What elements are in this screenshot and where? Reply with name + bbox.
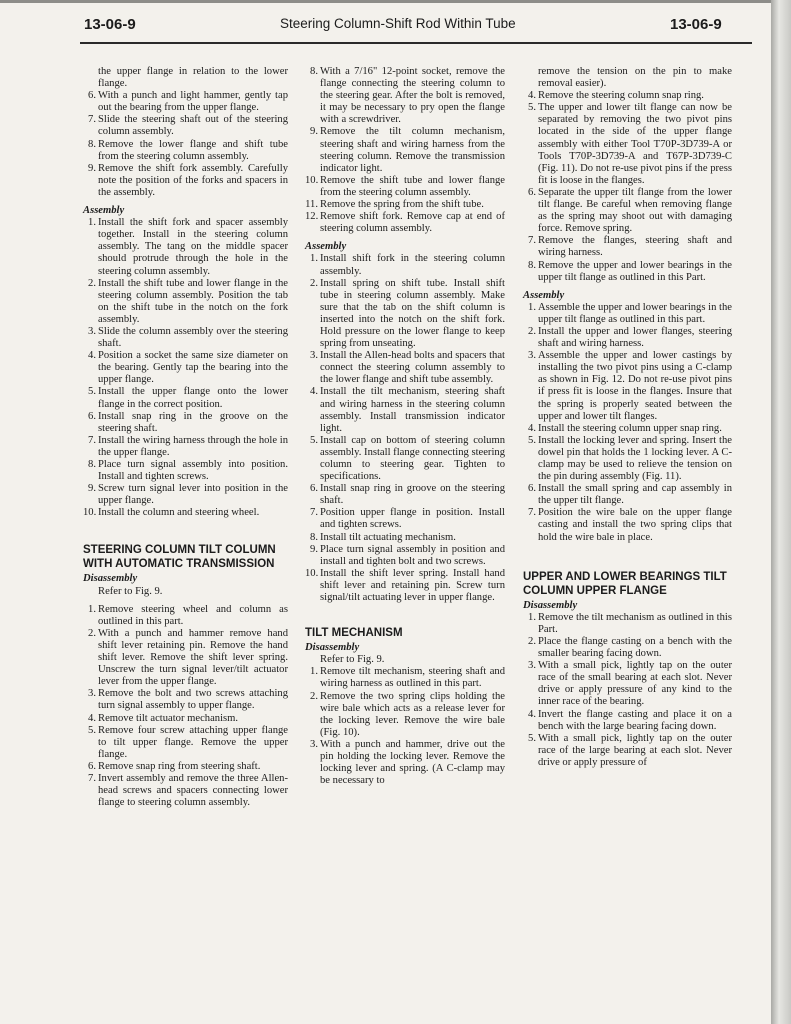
procedure-step: [523, 423, 732, 435]
procedure-step: [305, 66, 505, 126]
step-number: 3.: [310, 738, 318, 750]
procedure-step: [305, 199, 505, 211]
page-number-right: 13-06-9: [670, 16, 722, 33]
steps-list: [83, 90, 288, 199]
procedure-step: [523, 660, 732, 708]
step-text: With a punch and light hammer, gently tap out the bearing from the upper flange.: [98, 90, 288, 114]
step-number: 6.: [88, 760, 96, 772]
step-number: 5.: [88, 386, 96, 398]
step-text: Install the shift lever spring. Install hand shift lever and retaining pin. Screw turn signal/tilt actuating lever in upper flange.: [320, 567, 505, 604]
procedure-step: [523, 612, 732, 636]
procedure-step: [83, 326, 288, 350]
step-text: With a punch and hammer, drive out the pin holding the locking lever. Remove the locking lever and spring. (A C-clamp may be necessary to: [320, 738, 505, 787]
step-number: 2.: [528, 325, 536, 337]
step-text: Place the flange casting on a bench with the smaller bearing facing down.: [538, 635, 732, 660]
procedure-step: [83, 411, 288, 435]
step-number: 1.: [88, 603, 96, 615]
step-text: Remove shift fork. Remove cap at end of steering column assembly.: [320, 211, 505, 235]
procedure-step: [83, 139, 288, 163]
step-text: Install snap ring in the groove on the steering shaft.: [98, 410, 288, 434]
procedure-step: [83, 628, 288, 688]
procedure-step: [523, 507, 732, 543]
step-text: Separate the upper tilt flange from the lower tilt flange. Be careful when removing flange as the spring may shoot out with damaging force. Remove spring.: [538, 186, 732, 235]
page-number-left: 13-06-9: [84, 16, 136, 33]
step-number: 1.: [528, 611, 536, 623]
step-number: 4.: [528, 90, 536, 102]
step-number: 4.: [88, 712, 96, 724]
procedure-step: [83, 217, 288, 277]
procedure-step: [305, 253, 505, 277]
step-text: Install shift fork in the steering column assembly.: [320, 253, 505, 277]
step-text: Install the tilt mechanism, steering shaft and wiring harness in the steering column assembly. Install transmission indicator light.: [320, 386, 505, 434]
step-number: 10.: [305, 174, 319, 186]
step-text: Remove the shift fork assembly. Carefully note the position of the forks and spacers in the assembly.: [98, 162, 288, 198]
step-text: Install the column and steering wheel.: [98, 507, 260, 519]
subheading-disassembly: Disassembly: [523, 599, 578, 611]
step-text: Position a socket the same size diameter on the bearing. Gently tap the bearing into the upper flange.: [98, 350, 288, 386]
procedure-step: [523, 326, 732, 350]
procedure-step: [305, 435, 505, 483]
procedure-step: [523, 235, 732, 259]
text-column-3: [523, 66, 732, 769]
step-number: 1.: [310, 253, 318, 265]
procedure-step: [523, 187, 732, 235]
step-text: Remove the lower flange and shift tube from the steering column assembly.: [98, 138, 288, 162]
step-text: Remove tilt actuator mechanism.: [98, 712, 239, 724]
step-text: With a 7/16" 12-point socket, remove the flange connecting the steering column to the steering gear. After the bolt is removed, it may be necessary to pry open the flange with a screwdriver.: [320, 66, 505, 126]
step-number: 2.: [88, 277, 96, 289]
step-number: 2.: [310, 277, 318, 289]
step-number: 7.: [88, 114, 96, 126]
subheading-disassembly: Disassembly: [83, 573, 138, 585]
procedure-step: [305, 544, 505, 568]
step-text: Place turn signal assembly into position. Install and tighten screws.: [98, 459, 288, 483]
step-number: 9.: [310, 543, 318, 555]
step-number: 12.: [305, 211, 319, 223]
step-number: 11.: [305, 199, 318, 211]
procedure-step: [83, 459, 288, 483]
step-number: 10.: [83, 507, 97, 519]
step-text: The upper and lower tilt flange can now be separated by removing the two pivot pins located in the side of the upper flange assembly with either Tool T70P-3D739-A or Tools T70P-3D739-A and T67P-3D739-C (Fig. 11). Do not re-use pivot pins if the press fit is loose in the flanges.: [538, 102, 732, 186]
step-number: 5.: [88, 724, 96, 736]
text-column-2: [305, 66, 505, 787]
step-text: Assemble the upper and lower bearings in the upper tilt flange as outlined in this part.: [538, 301, 732, 325]
step-text: Install the Allen-head bolts and spacers that connect the steering column assembly to the lower flange and shift tube assembly.: [320, 350, 505, 386]
step-number: 2.: [88, 627, 96, 639]
step-number: 3.: [88, 688, 96, 700]
step-text: With a small pick, lightly tap on the outer race of the large bearing at each slot. Never drive or apply pressure of: [538, 732, 732, 768]
step-text: Remove the steering column snap ring.: [538, 90, 704, 102]
step-number: 10.: [305, 567, 319, 579]
procedure-step: [83, 604, 288, 628]
procedure-step: [523, 302, 732, 326]
procedure-step: [83, 435, 288, 459]
step-number: 3.: [528, 350, 536, 362]
page-top-edge: [0, 0, 771, 3]
procedure-step: [83, 688, 288, 712]
steps-list: [83, 604, 288, 810]
step-text: Install spring on shift tube. Install shift tube in steering column assembly. Make sure that the tab on the shift column is inserted into the notch on the shift fork. Hold pressure on the lower flange to keep spring from unseating.: [320, 277, 505, 350]
step-text: Remove the two spring clips holding the wire bale which acts as a release lever for the locking lever. Remove the wire bale (Fig. 10).: [320, 690, 505, 738]
procedure-step: [305, 532, 505, 544]
procedure-step: [523, 435, 732, 483]
step-text: Remove tilt mechanism, steering shaft and wiring harness as outlined in this part.: [320, 666, 505, 690]
header-rule: [80, 42, 752, 44]
procedure-step: [523, 102, 732, 187]
step-number: 3.: [310, 350, 318, 362]
step-text: Install the locking lever and spring. Insert the dowel pin that holds the 1 locking lever. A C-clamp may be used to relieve the tension on the pin during assembly (Fig. 11).: [538, 434, 732, 483]
procedure-step: [305, 739, 505, 787]
step-number: 7.: [88, 434, 96, 446]
step-text: Assemble the upper and lower castings by installing the two pivot pins using a C-clamp as shown in Fig. 12. Do not re-use pivot pins if press fit is loose in the flanges. Insure that the spring is properly seated between the upper and lower tilt flanges.: [538, 350, 732, 422]
continued-text: remove the tension on the pin to make removal easier).: [538, 66, 732, 90]
step-text: Install the upper and lower flanges, steering shaft and wiring harness.: [538, 325, 732, 350]
step-text: Screw turn signal lever into position in the upper flange.: [98, 483, 288, 507]
steps-list: [523, 612, 732, 769]
step-number: 2.: [528, 635, 536, 647]
procedure-step: [83, 483, 288, 507]
step-text: Invert assembly and remove the three Allen-head screws and spacers connecting lower flange to steering column assembly.: [98, 772, 288, 809]
step-number: 8.: [528, 259, 536, 271]
step-number: 9.: [88, 483, 96, 495]
step-text: Remove four screw attaching upper flange to tilt upper flange. Remove the upper flange.: [98, 724, 288, 760]
procedure-step: [523, 709, 732, 733]
step-number: 3.: [528, 660, 536, 672]
book-spine-shadow: [771, 0, 791, 1024]
step-text: Install the wiring harness through the hole in the upper flange.: [98, 434, 288, 458]
step-number: 7.: [528, 507, 536, 519]
step-text: Slide the column assembly over the steering shaft.: [98, 325, 288, 350]
procedure-step: [305, 126, 505, 174]
procedure-step: [305, 386, 505, 434]
procedure-step: [83, 163, 288, 199]
step-text: Remove the flanges, steering shaft and wiring harness.: [538, 235, 732, 259]
step-text: Remove steering wheel and column as outlined in this part.: [98, 603, 288, 627]
step-number: 5.: [528, 434, 536, 446]
step-text: Invert the flange casting and place it on a bench with the large bearing facing down.: [538, 708, 732, 732]
procedure-step: [83, 90, 288, 114]
step-number: 1.: [528, 301, 536, 313]
step-number: 6.: [88, 90, 96, 102]
procedure-step: [305, 507, 505, 531]
procedure-step: [83, 773, 288, 809]
steps-list: [305, 66, 505, 235]
step-number: 5.: [310, 434, 318, 446]
step-number: 6.: [88, 410, 96, 422]
step-number: 1.: [88, 217, 96, 229]
step-number: 7.: [310, 507, 318, 519]
step-number: 6.: [310, 483, 318, 495]
step-number: 5.: [528, 732, 536, 744]
step-number: 7.: [528, 235, 536, 247]
figure-reference: Refer to Fig. 9.: [320, 654, 385, 666]
step-text: With a small pick, lightly tap on the outer race of the small bearing at each slot. Never drive or apply pressure of any kind to the inner race of the bearing.: [538, 660, 732, 708]
steps-list: [523, 302, 732, 544]
procedure-step: [305, 211, 505, 235]
procedure-step: [83, 278, 288, 326]
step-number: 4.: [528, 422, 536, 434]
procedure-step: [305, 278, 505, 351]
procedure-step: [305, 350, 505, 386]
procedure-step: [305, 483, 505, 507]
step-number: 7.: [88, 772, 96, 784]
step-number: 6.: [528, 186, 536, 198]
step-number: 2.: [310, 690, 318, 702]
section-heading: STEERING COLUMN TILT COLUMN WITH AUTOMATIC TRANSMISSION: [83, 544, 276, 571]
step-text: Install snap ring in groove on the steering shaft.: [320, 483, 505, 507]
step-number: 8.: [88, 138, 96, 150]
subheading-assembly: Assembly: [523, 289, 565, 301]
steps-list: [305, 253, 505, 604]
steps-list: [83, 217, 288, 519]
procedure-step: [523, 733, 732, 769]
subheading-disassembly: Disassembly: [305, 642, 360, 654]
steps-list: [523, 90, 732, 284]
procedure-step: [523, 260, 732, 284]
procedure-step: [523, 483, 732, 507]
continued-text: the upper flange in relation to the lower flange.: [98, 66, 288, 90]
subheading-assembly: Assembly: [305, 241, 347, 253]
step-text: With a punch and hammer remove hand shift lever retaining pin. Remove the hand shift lever. Remove the shift lever spring. Unscrew the turn signal lever/tilt actuator lever from the upper flange.: [98, 627, 288, 688]
step-text: Position the wire bale on the upper flange casting and install the two spring clips that hold the wire bale in place.: [538, 507, 732, 543]
section-heading: TILT MECHANISM: [305, 627, 403, 640]
step-number: 9.: [310, 126, 318, 138]
step-number: 8.: [310, 531, 318, 543]
procedure-step: [305, 666, 505, 690]
procedure-step: [83, 114, 288, 138]
step-text: Install the steering column upper snap ring.: [538, 422, 722, 434]
step-text: Install tilt actuating mechanism.: [320, 531, 456, 543]
procedure-step: [523, 90, 732, 102]
procedure-step: [83, 713, 288, 725]
procedure-step: [83, 725, 288, 761]
step-text: Install the small spring and cap assembly in the upper tilt flange.: [538, 483, 732, 507]
step-text: Remove the tilt column mechanism, steering shaft and wiring harness from the steering column. Remove the transmission indicator light.: [320, 126, 505, 174]
procedure-step: [83, 507, 288, 519]
step-text: Install cap on bottom of steering column assembly. Install flange connecting steering column to steering gear. Tighten to specifications.: [320, 434, 505, 483]
step-number: 4.: [88, 350, 96, 362]
step-text: Install the shift fork and spacer assembly together. Install in the steering column assembly. The tang on the middle spacer should protrude through the hole in the steering column assembly.: [98, 217, 288, 277]
procedure-step: [523, 350, 732, 423]
procedure-step: [305, 691, 505, 739]
step-number: 8.: [310, 66, 318, 77]
procedure-step: [523, 636, 732, 660]
step-number: 6.: [528, 483, 536, 495]
step-text: Position upper flange in position. Install and tighten screws.: [320, 507, 505, 531]
step-number: 4.: [528, 708, 536, 720]
procedure-step: [305, 175, 505, 199]
step-text: Remove the spring from the shift tube.: [320, 199, 484, 211]
step-text: Slide the steering shaft out of the steering column assembly.: [98, 114, 288, 138]
procedure-step: [305, 568, 505, 604]
steps-list: [305, 666, 505, 787]
procedure-step: [83, 350, 288, 386]
procedure-step: [83, 761, 288, 773]
procedure-step: [83, 386, 288, 410]
step-number: 4.: [310, 386, 318, 398]
step-number: 9.: [88, 162, 96, 174]
step-text: Remove the bolt and two screws attaching turn signal assembly to upper flange.: [98, 688, 288, 712]
text-column-1: [83, 66, 288, 809]
step-text: Remove snap ring from steering shaft.: [98, 760, 261, 772]
subheading-assembly: Assembly: [83, 205, 125, 217]
step-number: 5.: [528, 102, 536, 114]
step-number: 3.: [88, 325, 96, 337]
step-text: Install the upper flange onto the lower flange in the correct position.: [98, 386, 288, 410]
step-number: 1.: [310, 666, 318, 678]
step-number: 8.: [88, 459, 96, 470]
section-heading: UPPER AND LOWER BEARINGS TILT COLUMN UPPER FLANGE: [523, 570, 727, 597]
step-text: Place turn signal assembly in position and install and tighten bolt and two screws.: [320, 543, 505, 567]
running-title: Steering Column-Shift Rod Within Tube: [280, 16, 516, 31]
step-text: Install the shift tube and lower flange in the steering column assembly. Position the tab on the shift tube in the notch on the fork assembly.: [98, 277, 288, 325]
figure-reference: Refer to Fig. 9.: [98, 585, 163, 597]
step-text: Remove the shift tube and lower flange from the steering column assembly.: [320, 174, 505, 198]
step-text: Remove the upper and lower bearings in the upper tilt flange as outlined in this Part.: [538, 259, 732, 283]
step-text: Remove the tilt mechanism as outlined in this Part.: [538, 611, 732, 635]
